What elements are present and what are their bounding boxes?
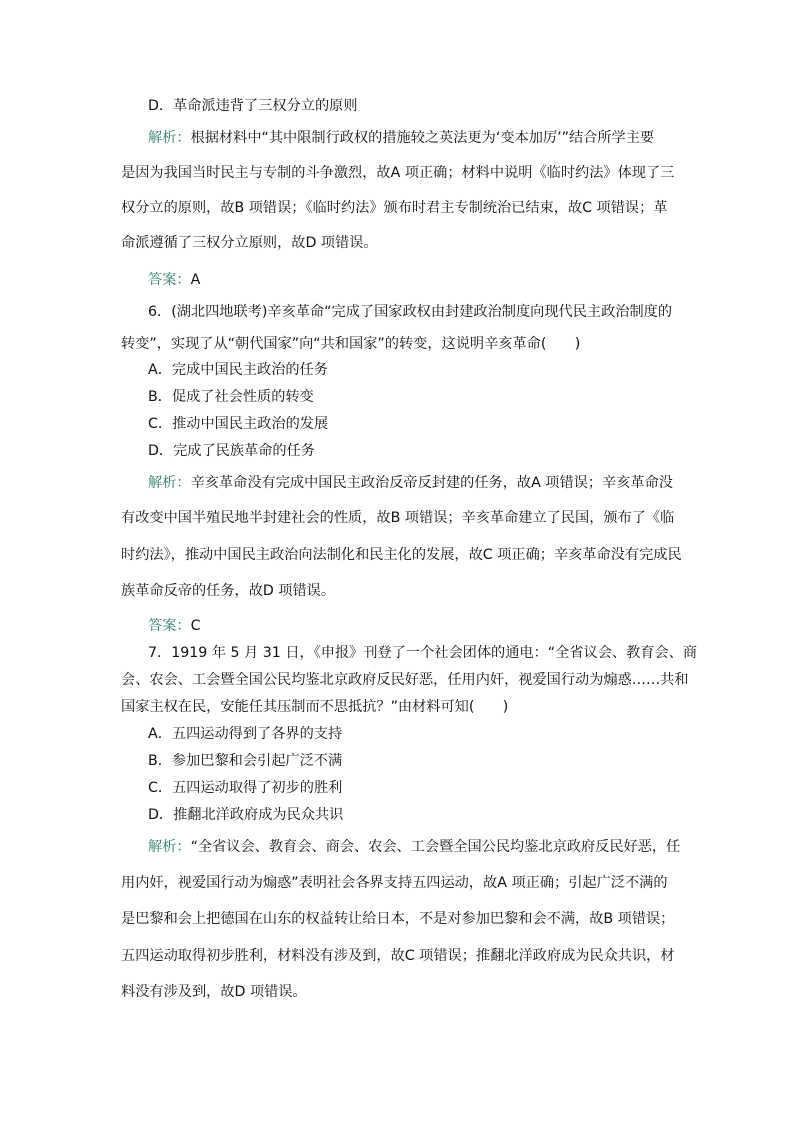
q7-stem-line-3: 国家主权在民，安能任其压制而不思抵抗？”由材料可知( ) <box>121 699 509 715</box>
q7-analysis-text-1: “全省议会、教育会、商会、农会、工会暨全国公民均鉴北京政府反民好恶，任 <box>190 839 681 855</box>
q5-analysis-label: 解析： <box>148 130 191 146</box>
q6-analysis-line-4: 族革命反帝的任务，故D 项错误。 <box>121 583 336 599</box>
q7-analysis-line-3: 是巴黎和会上把德国在山东的权益转让给日本，不是对参加巴黎和会不满，故B 项错误； <box>121 911 675 927</box>
q6-analysis-label: 解析： <box>148 475 191 491</box>
q6-analysis-text-1: 辛亥革命没有完成中国民主政治反帝反封建的任务，故A 项错误；辛亥革命没 <box>190 475 673 491</box>
q6-analysis-line-1 <box>148 473 681 493</box>
q5-analysis-line-1 <box>148 128 681 148</box>
q5-analysis-text-1: 根据材料中“其中限制行政权的措施较之英法更为‘变本加厉’”结合所学主要 <box>190 130 655 146</box>
q6-stem-line-2: 转变”，实现了从“朝代国家”向“共和国家”的转变，这说明辛亥革命( ) <box>121 336 581 352</box>
q5-analysis-line-2: 是因为我国当时民主与专制的斗争激烈，故A 项正确；材料中说明《临时约法》体现了三 <box>121 165 675 181</box>
q6-answer-value: C <box>190 618 201 634</box>
q7-option-a: A．五四运动得到了各界的支持 <box>148 726 343 742</box>
q6-option-a: A．完成中国民主政治的任务 <box>148 362 328 378</box>
q7-stem-line-1: 7．1919 年 5 月 31 日，《申报》刊登了一个社会团体的通电：“全省议会、教育会、商 <box>148 645 698 661</box>
q5-answer <box>148 270 681 290</box>
q7-analysis-line-1 <box>148 837 681 857</box>
q6-stem-line-1: 6．(湖北四地联考)辛亥革命“完成了国家政权由封建政治制度向现代民主政治制度的 <box>148 304 673 320</box>
q7-analysis-line-5: 料没有涉及到，故D 项错误。 <box>121 984 307 1000</box>
q5-answer-value: A <box>190 272 201 288</box>
q5-answer-label: 答案： <box>148 272 191 288</box>
q7-option-b: B．参加巴黎和会引起广泛不满 <box>148 753 343 769</box>
q5-analysis-line-4: 命派遵循了三权分立原则，故D 项错误。 <box>121 235 378 251</box>
q5-analysis-line-3: 权分立的原则，故B 项错误；《临时约法》颁布时君主专制统治已结束，故C 项错误；革 <box>121 200 668 216</box>
q6-analysis-line-2: 有改变中国半殖民地半封建社会的性质，故B 项错误；辛亥革命建立了民国，颁布了《临 <box>121 510 675 526</box>
q7-analysis-line-2: 用内奸，视爱国行动为煽惑”表明社会各界支持五四运动，故A 项正确；引起广泛不满的 <box>121 875 668 891</box>
q6-option-b: B．促成了社会性质的转变 <box>148 389 314 405</box>
q7-option-c: C．五四运动取得了初步的胜利 <box>148 780 343 796</box>
q6-answer <box>148 616 681 636</box>
q7-analysis-label: 解析： <box>148 839 191 855</box>
q5-option-d: D．革命派违背了三权分立的原则 <box>148 98 358 114</box>
q6-analysis-line-3: 时约法》，推动中国民主政治向法制化和民主化的发展，故C 项正确；辛亥革命没有完成民 <box>121 547 682 563</box>
q7-stem-line-2: 会、农会、工会暨全国公民均鉴北京政府反民好恶，任用内奸，视爱国行动为煽惑……共和 <box>121 672 689 688</box>
q7-option-d: D．推翻北洋政府成为民众共识 <box>148 807 344 823</box>
q6-option-c: C．推动中国民主政治的发展 <box>148 416 329 432</box>
q6-answer-label: 答案： <box>148 618 191 634</box>
q7-analysis-line-4: 五四运动取得初步胜利，材料没有涉及到，故C 项错误；推翻北洋政府成为民众共识，材 <box>121 948 675 964</box>
q6-option-d: D．完成了民族革命的任务 <box>148 443 315 459</box>
